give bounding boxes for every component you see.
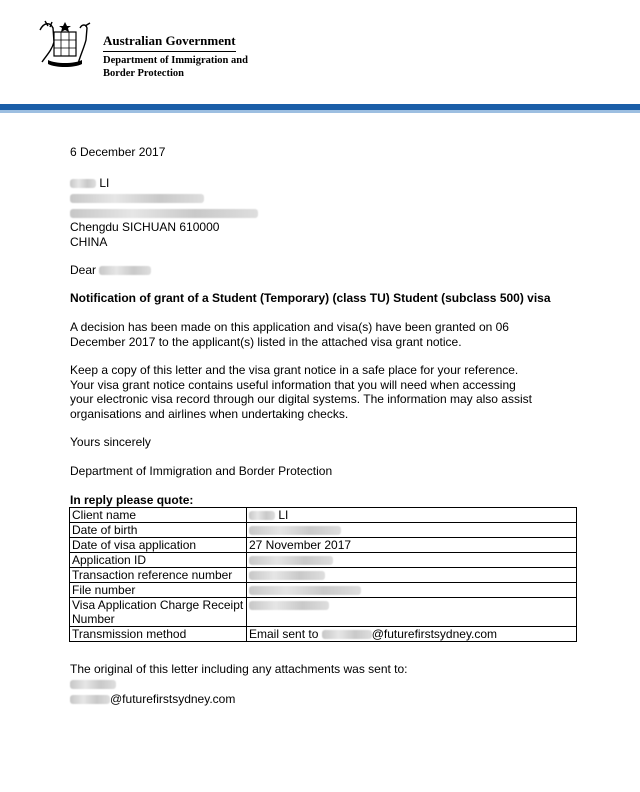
letter-date: 6 December 2017 bbox=[70, 145, 166, 159]
redacted-text bbox=[70, 209, 258, 218]
closing: Yours sincerely bbox=[70, 435, 151, 449]
row-label: Date of visa application bbox=[70, 538, 247, 553]
row-value: 27 November 2017 bbox=[247, 538, 577, 553]
redacted-text bbox=[70, 695, 110, 704]
address-name: LI bbox=[70, 176, 109, 191]
table-row bbox=[70, 553, 577, 568]
table-row bbox=[70, 583, 577, 598]
row-label: Transmission method bbox=[70, 627, 247, 642]
sent-to-text: The original of this letter including any attachments was sent to: bbox=[70, 662, 408, 676]
redacted-text bbox=[249, 526, 341, 535]
paragraph-2-line-4: organisations and airlines when undertaking checks. bbox=[70, 407, 349, 421]
row-label: Date of birth bbox=[70, 523, 247, 538]
redacted-text bbox=[249, 571, 325, 580]
salutation: Dear bbox=[70, 263, 151, 278]
row-value bbox=[247, 598, 577, 627]
row-label: Visa Application Charge Receipt Number bbox=[70, 598, 247, 627]
paragraph-1-line-2: December 2017 to the applicant(s) listed in the attached visa grant notice. bbox=[70, 335, 462, 349]
table-row bbox=[70, 523, 577, 538]
row-value: Email sent to @futurefirstsydney.com bbox=[247, 627, 577, 642]
redacted-text bbox=[249, 556, 333, 565]
paragraph-2-line-3: your electronic visa record through our digital systems. The information may also assist bbox=[70, 392, 532, 406]
row-value bbox=[247, 553, 577, 568]
address-country: CHINA bbox=[70, 235, 108, 249]
redacted-text bbox=[249, 511, 275, 520]
paragraph-2-line-1: Keep a copy of this letter and the visa grant notice in a safe place for your reference. bbox=[70, 363, 519, 377]
title-divider bbox=[103, 51, 236, 52]
table-row bbox=[70, 627, 577, 642]
signature: Department of Immigration and Border Protection bbox=[70, 464, 333, 478]
redacted-text bbox=[70, 179, 96, 188]
redacted-text bbox=[249, 586, 361, 595]
coat-of-arms-icon bbox=[34, 18, 94, 70]
table-row bbox=[70, 598, 577, 627]
reference-table bbox=[69, 507, 577, 642]
table-row bbox=[70, 538, 577, 553]
row-label: Application ID bbox=[70, 553, 247, 568]
recipient-name bbox=[70, 677, 116, 692]
government-title: Australian Government bbox=[103, 33, 236, 48]
redacted-text bbox=[70, 680, 116, 689]
row-value bbox=[247, 568, 577, 583]
subject-line: Notification of grant of a Student (Temporary) (class TU) Student (subclass 500) visa bbox=[70, 291, 551, 305]
row-label: File number bbox=[70, 583, 247, 598]
row-label: Transaction reference number bbox=[70, 568, 247, 583]
reference-heading: In reply please quote: bbox=[70, 493, 194, 507]
row-value: LI bbox=[247, 508, 577, 523]
recipient-email: @futurefirstsydney.com bbox=[70, 692, 235, 707]
row-value bbox=[247, 583, 577, 598]
department-name: Department of Immigration and Border Protection bbox=[103, 55, 248, 79]
redacted-text bbox=[249, 601, 329, 610]
letterhead bbox=[0, 0, 640, 118]
header-band-light bbox=[0, 110, 640, 113]
row-value bbox=[247, 523, 577, 538]
paragraph-2-line-2: Your visa grant notice contains useful information that you will need when accessing bbox=[70, 378, 516, 392]
redacted-text bbox=[99, 266, 151, 275]
paragraph-1-line-1: A decision has been made on this application and visa(s) have been granted on 06 bbox=[70, 320, 509, 334]
redacted-text bbox=[70, 194, 204, 203]
redacted-text bbox=[322, 630, 372, 639]
address-line-1 bbox=[70, 191, 204, 206]
table-row bbox=[70, 508, 577, 523]
address-line-2 bbox=[70, 206, 258, 221]
table-row bbox=[70, 568, 577, 583]
row-label: Client name bbox=[70, 508, 247, 523]
address-city: Chengdu SICHUAN 610000 bbox=[70, 220, 220, 234]
